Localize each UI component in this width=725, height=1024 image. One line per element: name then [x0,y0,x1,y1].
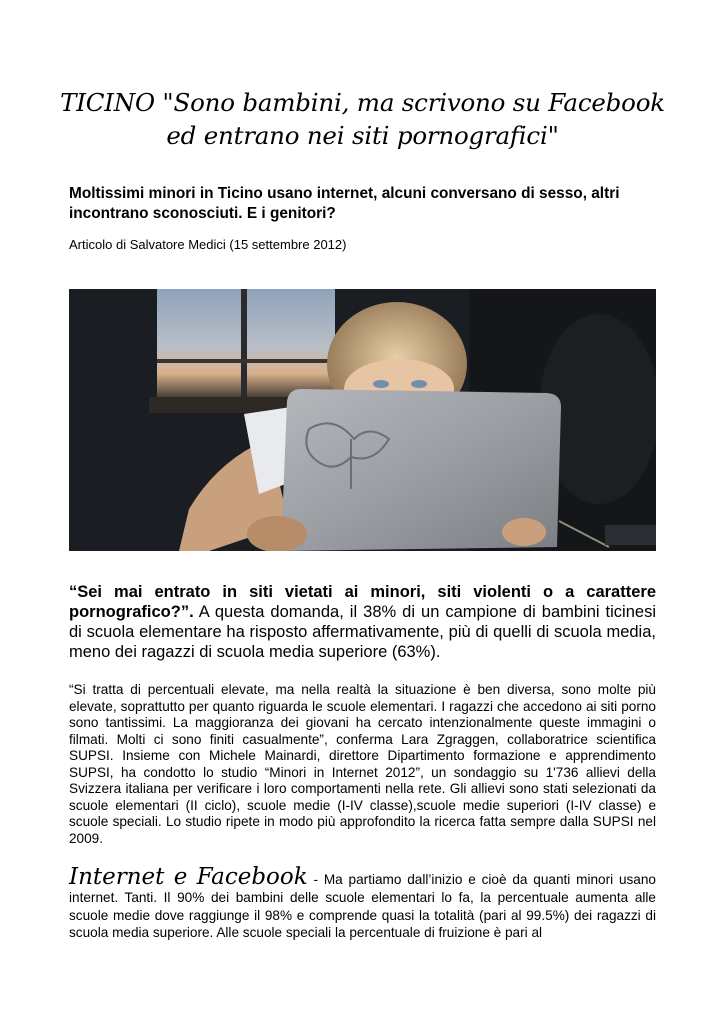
article-photo [69,289,656,551]
section-text: Ma partiamo dall’inizio e cioè da quanti minori usano internet. Tanti. Il 90% dei bambini delle scuole elementari lo fa, la percentuale aumenta alle scuole medie dove raggiunge il 98% e comprende quasi la totalità (pari al 99.5%) dei ragazzi di scuola media superiore. Alle scuole speciali la percentuale di fruizione è pari al [69,872,656,941]
section-heading: Internet e Facebook [69,864,308,890]
article-title: TICINO "Sono bambini, ma scrivono su Facebook ed entrano nei siti pornografici" [60,88,665,150]
section-dash: - [307,872,324,887]
article-subtitle: Moltissimi minori in Ticino usano internet, alcuni conversano di sesso, altri incontrano sconosciuti. E i genitori? [69,185,620,222]
quote-paragraph: “Si tratta di percentuali elevate, ma nella realtà la situazione è ben diversa, sono molte più elevate, soprattutto per quanto riguarda le scuole elementari. I ragazzi che accedono ai siti porno sono tantissimi. La maggioranza dei giovani ha cercato intenzionalmente queste immagini o filmati. Molti ci sono finiti casualmente”, conferma Lara Zgraggen, collaboratrice scientifica SUPSI. Insieme con Michele Mainardi, direttore Dipartimento formazione e apprendimento SUPSI, ha condotto lo studio “Minori in Internet 2012”, un sondaggio su 1'736 allievi della Svizzera italiana per verificare i loro comportamenti nella rete. Gli allievi sono stati selezionati da scuole elementari (II ciclo), scuole medie (I-IV classe),scuole medie superiori (I-IV classe) e scuole speciali. Lo studio ripete in modo più approfondito la ricerca fatta sempre dalla SUPSI nel 2009. [69,682,656,846]
article-byline: Articolo di Salvatore Medici (15 settembre 2012) [69,237,347,252]
lead-question: “Sei mai entrato in siti vietati ai minori, siti violenti o a carattere pornografico?”. [69,583,656,621]
internet-facebook-section [69,864,656,942]
lead-text: A questa domanda, il 38% di un campione di bambini ticinesi di scuola elementare ha risposto affermativamente, più di quelli di scuola media, meno dei ragazzi di scuola media superiore (63%). [69,603,656,661]
lead-paragraph [69,582,656,662]
